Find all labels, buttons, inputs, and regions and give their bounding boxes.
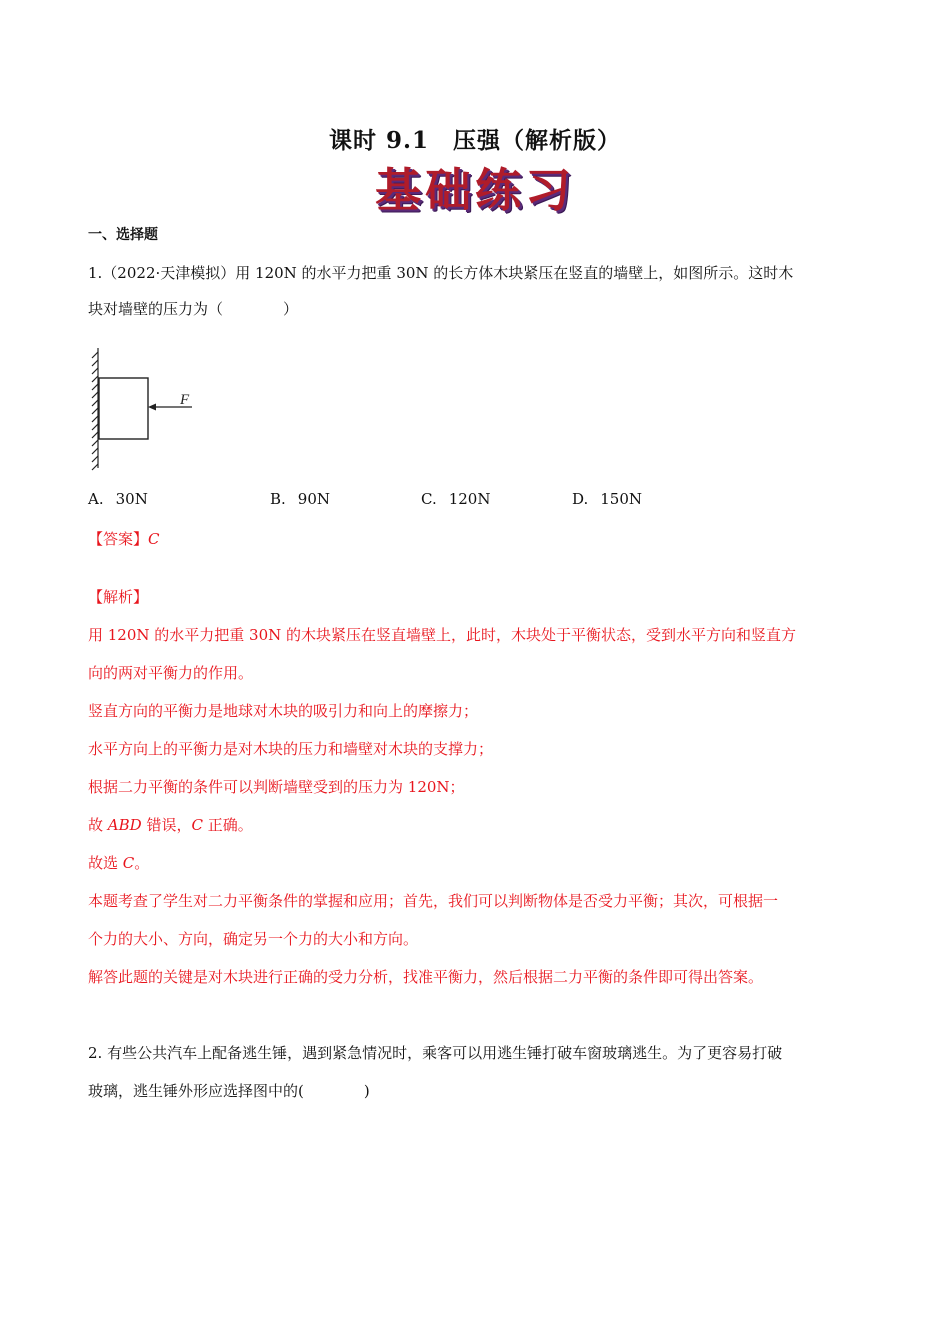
- option-c-text: 120N: [448, 490, 491, 508]
- conclusion-prefix: 故: [88, 816, 108, 834]
- choose-value: C: [122, 854, 135, 872]
- analysis-tag: 【解析】: [88, 588, 149, 606]
- option-c[interactable]: [421, 490, 490, 508]
- summary-line-2: 个力的大小、方向，确定另一个力的大小和方向。: [88, 930, 419, 948]
- option-d[interactable]: [572, 490, 642, 508]
- analysis-line-1: 用 120N 的水平力把重 30N 的木块紧压在竖直墙壁上，此时，木块处于平衡状态，受到水平方向和竖直方: [88, 626, 797, 644]
- choose-suffix: 。: [134, 854, 150, 872]
- analysis-line-5: 根据二力平衡的条件可以判断墙壁受到的压力为 120N；: [88, 778, 465, 796]
- question-1-stem-line-2: 块对墙壁的压力为（ ）: [88, 300, 299, 318]
- question-2-stem-line-2: 玻璃，逃生锤外形应选择图中的( ): [88, 1082, 370, 1100]
- conclusion-wrong: ABD: [107, 816, 142, 834]
- page-title: 课时 9.1 压强（解析版）: [328, 127, 622, 154]
- summary-line-3: 解答此题的关键是对木块进行正确的受力分析，找准平衡力，然后根据二力平衡的条件即可得出答案。: [88, 968, 764, 986]
- analysis-line-2: 向的两对平衡力的作用。: [88, 664, 254, 682]
- option-d-text: 150N: [600, 490, 643, 508]
- conclusion-line: [88, 814, 253, 835]
- choose-line: [88, 852, 149, 873]
- answer-value: C: [148, 530, 160, 548]
- section-banner: 基础练习: [375, 163, 575, 217]
- question-2-stem-line-1: 2. 有些公共汽车上配备逃生锤，遇到紧急情况时，乘客可以用逃生锤打破车窗玻璃逃生。为了更容易打破: [88, 1044, 783, 1062]
- option-b-text: 90N: [297, 490, 331, 508]
- option-b[interactable]: [270, 490, 330, 508]
- option-a-letter: A.: [88, 490, 104, 508]
- conclusion-mid: 错误，: [141, 816, 192, 834]
- analysis-line-3: 竖直方向的平衡力是地球对木块的吸引力和向上的摩擦力；: [88, 702, 479, 720]
- question-1-options: [88, 490, 788, 512]
- section-heading: 一、选择题: [88, 227, 158, 243]
- option-b-letter: B.: [270, 490, 286, 508]
- choose-prefix: 故选: [88, 854, 123, 872]
- answer-line: [88, 528, 160, 549]
- force-label: F: [180, 392, 190, 408]
- answer-tag: 【答案】: [88, 530, 149, 548]
- option-c-letter: C.: [421, 490, 437, 508]
- conclusion-suffix: 正确。: [202, 816, 253, 834]
- option-a[interactable]: [88, 490, 148, 508]
- summary-line-1: 本题考查了学生对二力平衡条件的掌握和应用；首先，我们可以判断物体是否受力平衡；其次，可根据一: [88, 892, 779, 910]
- wooden-block: [99, 378, 148, 439]
- question-1-stem-line-1: 1.（2022·天津模拟）用 120N 的水平力把重 30N 的长方体木块紧压在竖直的墙壁上，如图所示。这时木: [88, 264, 794, 282]
- wall-hatching: [92, 348, 98, 470]
- option-d-letter: D.: [572, 490, 589, 508]
- wall-block-force-diagram: [88, 344, 208, 472]
- analysis-line-4: 水平方向上的平衡力是对木块的压力和墙壁对木块的支撑力；: [88, 740, 494, 758]
- conclusion-right: C: [191, 816, 203, 834]
- option-a-text: 30N: [115, 490, 148, 508]
